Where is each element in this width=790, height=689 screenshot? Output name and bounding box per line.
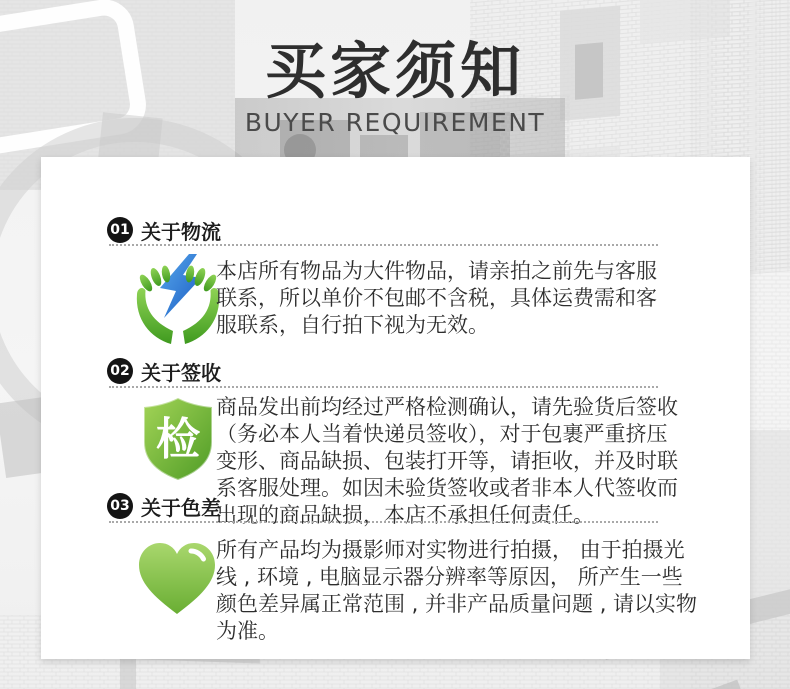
text-line: 为准。 — [216, 619, 279, 643]
page-title: 买家须知 — [264, 36, 525, 107]
page-title-block — [0, 38, 790, 137]
inspection-shield-icon — [138, 396, 218, 482]
text-line: （务必本人当着快递员签收），对于包裹严重挤压 — [216, 422, 668, 446]
text-line: 本店所有物品为大件物品，请亲拍之前先与客服 — [216, 259, 657, 283]
text-line: 颜色差异属正常范围 , 并非产品质量问题 , 请以实物 — [216, 592, 698, 616]
text-line: 线 , 环境 , 电脑显示器分辨率等原因， 所产生一些 — [216, 565, 683, 589]
section-number-badge: 01 — [107, 217, 133, 243]
text-line: 变形、商品缺损、包装打开等，请拒收，并及时联 — [216, 449, 678, 473]
section-receipt-title: 关于签收 — [141, 360, 221, 385]
receipt-text — [216, 394, 678, 529]
logistics-text — [216, 258, 657, 339]
section-number-badge: 02 — [107, 358, 133, 384]
section-logistics-header — [107, 216, 221, 244]
text-line: 出现的商品缺损，本店不承担任何责任。 — [216, 503, 594, 527]
section-number-badge: 03 — [107, 493, 133, 519]
section-color-title: 关于色差 — [141, 495, 221, 520]
section-receipt-header — [107, 357, 221, 385]
section-logistics-title: 关于物流 — [141, 219, 221, 244]
notice-panel — [41, 157, 750, 659]
text-line: 联系，所以单价不包邮不含税，具体运费需和客 — [216, 286, 657, 310]
section-color-header — [107, 492, 221, 520]
text-line: 商品发出前均经过严格检测确认，请先验货后签收 — [216, 395, 678, 419]
dotted-divider — [109, 521, 658, 523]
dotted-divider — [109, 386, 658, 388]
color-difference-text — [216, 537, 697, 645]
page-subtitle: BUYER REQUIREMENT — [244, 108, 546, 138]
text-line: 服联系，自行拍下视为无效。 — [216, 313, 489, 337]
heart-icon — [135, 540, 219, 620]
text-line: 系客服处理。如因未验货签收或者非本人代签收而 — [216, 476, 678, 500]
text-line: 所有产品均为摄影师对实物进行拍摄， 由于拍摄光 — [216, 538, 685, 562]
shield-glyph: 检 — [156, 414, 200, 465]
